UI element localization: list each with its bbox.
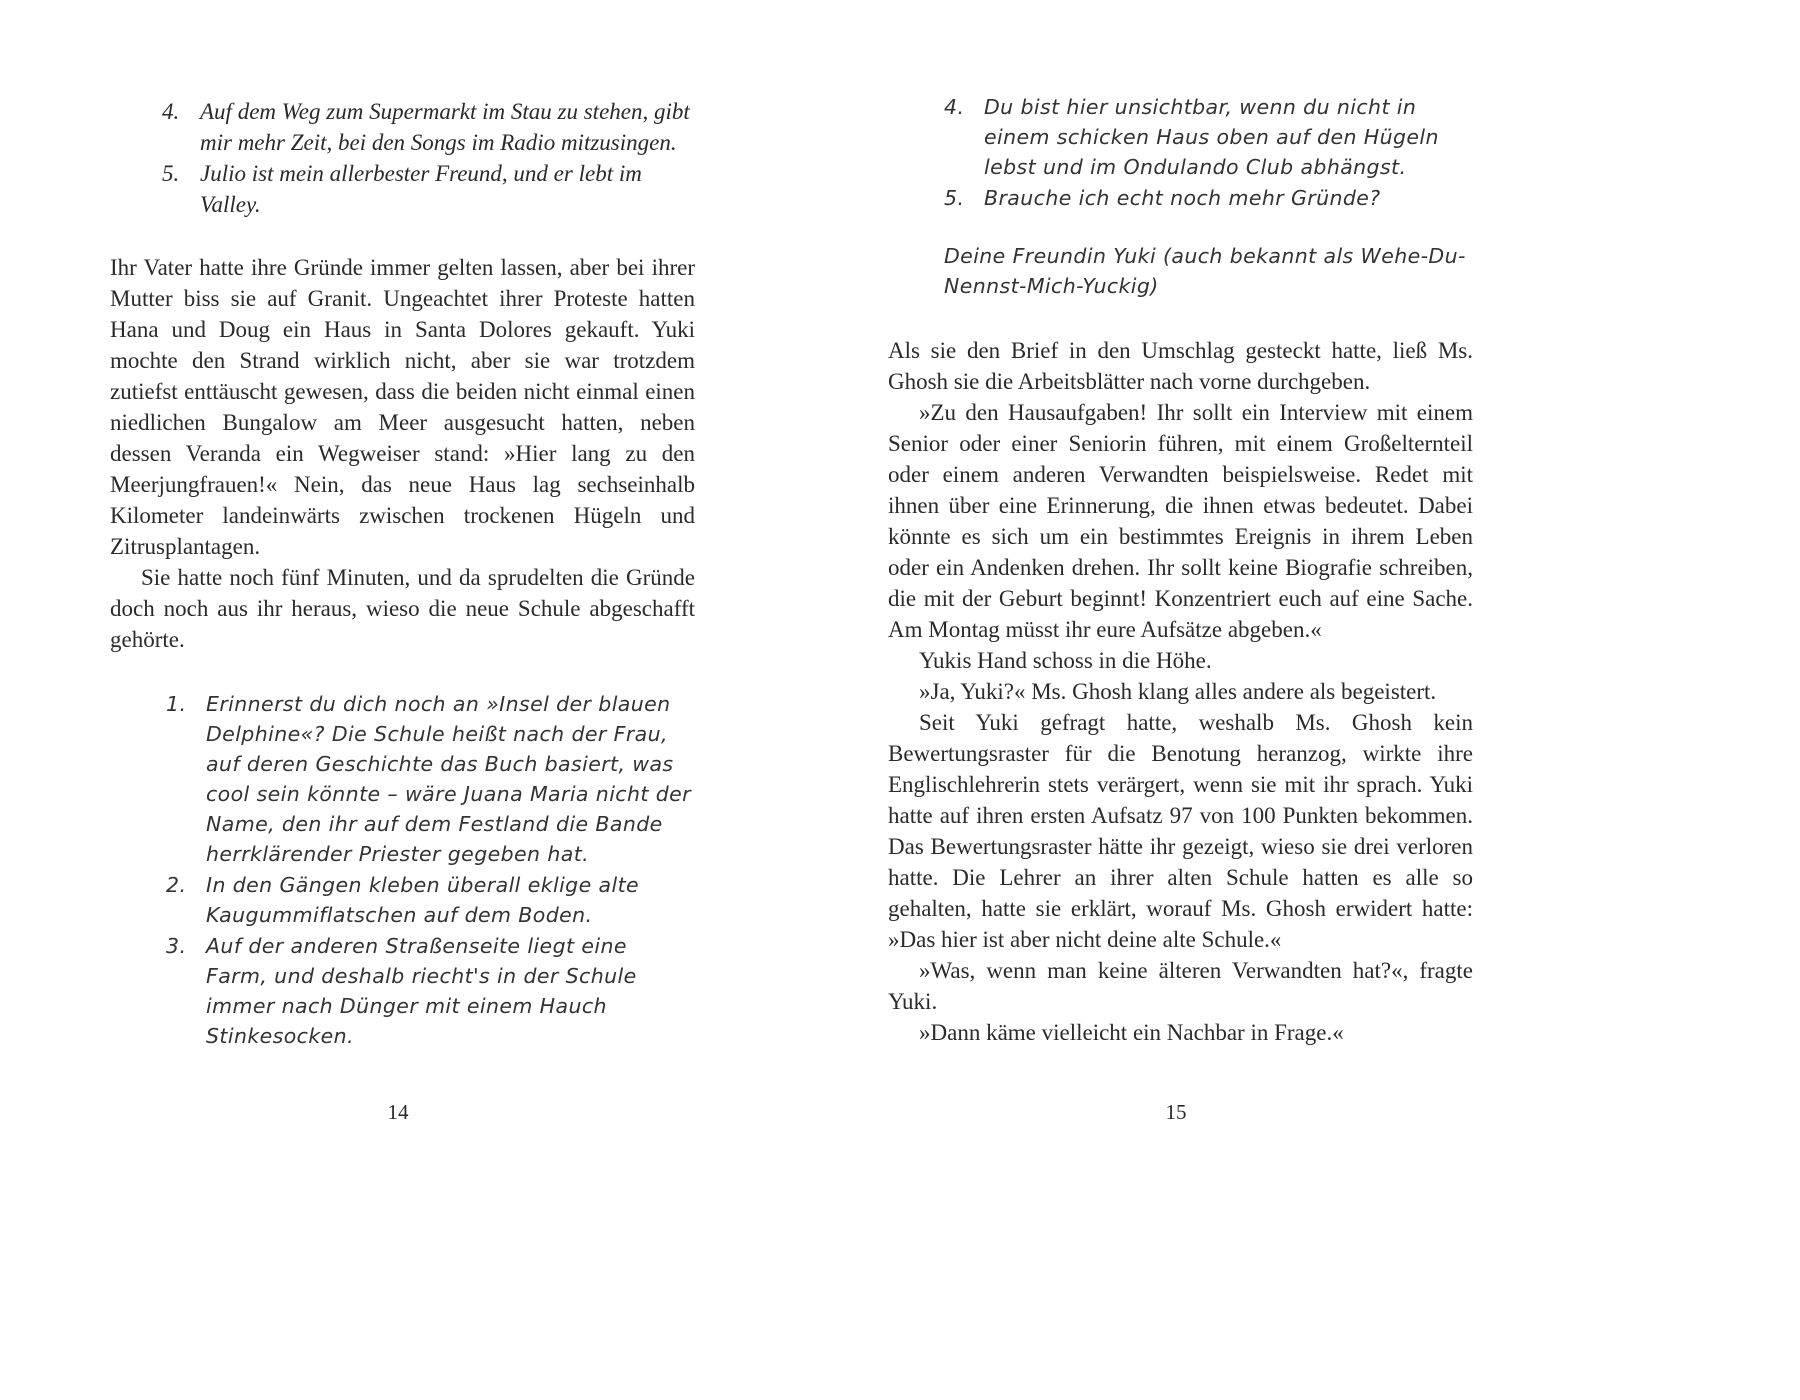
- left-handwritten-list: [110, 689, 695, 1051]
- list-item: [162, 96, 695, 158]
- right-body-text: [888, 335, 1473, 1048]
- paragraph: »Dann käme vielleicht ein Nachbar in Frage.«: [919, 1020, 1344, 1045]
- left-italic-list: [110, 96, 695, 220]
- list-item-number: 2.: [166, 873, 187, 897]
- list-item-number: 4.: [944, 95, 965, 119]
- right-handwritten-list: [888, 92, 1473, 213]
- list-item-text: Erinnerst du dich noch an »Insel der blauen Delphine«? Die Schule heißt nach der Frau, auf deren Geschichte das Buch basiert, was cool sein könnte – wäre Juana Maria nicht der Name, den ihr auf dem Festland die Bande herrklärender Priester gegeben hat.: [206, 692, 691, 866]
- paragraph: Yukis Hand schoss in die Höhe.: [919, 648, 1212, 673]
- paragraph: Sie hatte noch fünf Minuten, und da sprudelten die Gründe doch noch aus ihr heraus, wieso die neue Schule abgeschafft gehörte.: [110, 565, 695, 652]
- list-item-text: Auf dem Weg zum Supermarkt im Stau zu stehen, gibt mir mehr Zeit, bei den Songs im Radio mitzusingen.: [200, 99, 690, 155]
- list-item-number: 5.: [944, 186, 965, 210]
- list-item-number: 4.: [162, 99, 180, 124]
- list-item: [944, 183, 1473, 213]
- list-item-text: In den Gängen kleben überall eklige alte Kaugummiflatschen auf dem Boden.: [206, 873, 640, 927]
- page-number: 14: [387, 1100, 409, 1124]
- paragraph: »Was, wenn man keine älteren Verwandten hat?«, fragte Yuki.: [888, 958, 1473, 1014]
- left-body-text: [110, 252, 695, 655]
- list-item: [944, 92, 1473, 182]
- right-page: [888, 92, 1473, 1048]
- paragraph: »Ja, Yuki?« Ms. Ghosh klang alles andere als begeistert.: [919, 679, 1437, 704]
- list-item-text: Auf der anderen Straßenseite liegt eine Farm, und deshalb riecht's in der Schule immer nach Dünger mit einem Hauch Stinkesocken.: [206, 934, 637, 1048]
- paragraph: Als sie den Brief in den Umschlag gesteckt hatte, ließ Ms. Ghosh sie die Arbeitsblätter nach vorne durchgeben.: [888, 338, 1473, 394]
- list-item-text: Du bist hier unsichtbar, wenn du nicht in einem schicken Haus oben auf den Hügeln lebst und im Ondulando Club abhängst.: [984, 95, 1439, 179]
- list-item-text: Brauche ich echt noch mehr Gründe?: [984, 186, 1381, 210]
- paragraph: »Zu den Hausaufgaben! Ihr sollt ein Interview mit einem Senior oder einer Seniorin führen, mit einem Großelternteil oder einem anderen Verwandten beispielsweise. Redet mit ihnen über eine Erinnerung, die ihnen etwas bedeutet. Dabei könnte es sich um ein bestimmtes Ereignis in ihrem Leben oder ein Andenken drehen. Ihr sollt keine Biografie schreiben, die mit der Geburt beginnt! Konzentriert euch auf eine Sache. Am Montag müsst ihr eure Aufsätze abgeben.«: [888, 400, 1473, 642]
- list-item-text: Julio ist mein allerbester Freund, und er lebt im Valley.: [200, 161, 642, 217]
- list-item: [166, 689, 695, 869]
- list-item: [166, 931, 695, 1051]
- paragraph: Ihr Vater hatte ihre Gründe immer gelten lassen, aber bei ihrer Mutter biss sie auf Granit. Ungeachtet ihrer Proteste hatten Hana und Doug ein Haus in Santa Dolores gekauft. Yuki mochte den Strand wirklich nicht, aber sie war trotzdem zutiefst enttäuscht gewesen, dass die beiden nicht einmal einen niedlichen Bungalow am Meer ausgesucht hatten, neben dessen Veranda ein Wegweiser stand: »Hier lang zu den Meerjungfrauen!« Nein, das neue Haus lag sechseinhalb Kilometer landeinwärts zwischen trockenen Hügeln und Zitrusplantagen.: [110, 255, 695, 559]
- list-item-number: 3.: [166, 934, 187, 958]
- page-number: 15: [1165, 1100, 1187, 1124]
- list-item: [166, 870, 695, 930]
- letter-signature: Deine Freundin Yuki (auch bekannt als Wehe-Du-Nennst-Mich-Yuckig): [944, 244, 1466, 298]
- list-item-number: 1.: [166, 692, 187, 716]
- left-page: [110, 96, 695, 1052]
- list-item: [162, 158, 695, 220]
- paragraph: Seit Yuki gefragt hatte, weshalb Ms. Ghosh kein Bewertungsraster für die Benotung heranzog, wirkte ihre Englischlehrerin stets verärgert, wenn sie mit ihr sprach. Yuki hatte auf ihren ersten Aufsatz 97 von 100 Punkten bekommen. Das Bewertungsraster hätte ihr gezeigt, wieso sie drei verloren hatte. Die Lehrer an ihrer alten Schule hatten es alle so gehalten, hatte sie erklärt, worauf Ms. Ghosh erwidert hatte: »Das hier ist aber nicht deine alte Schule.«: [888, 710, 1473, 952]
- list-item-number: 5.: [162, 161, 180, 186]
